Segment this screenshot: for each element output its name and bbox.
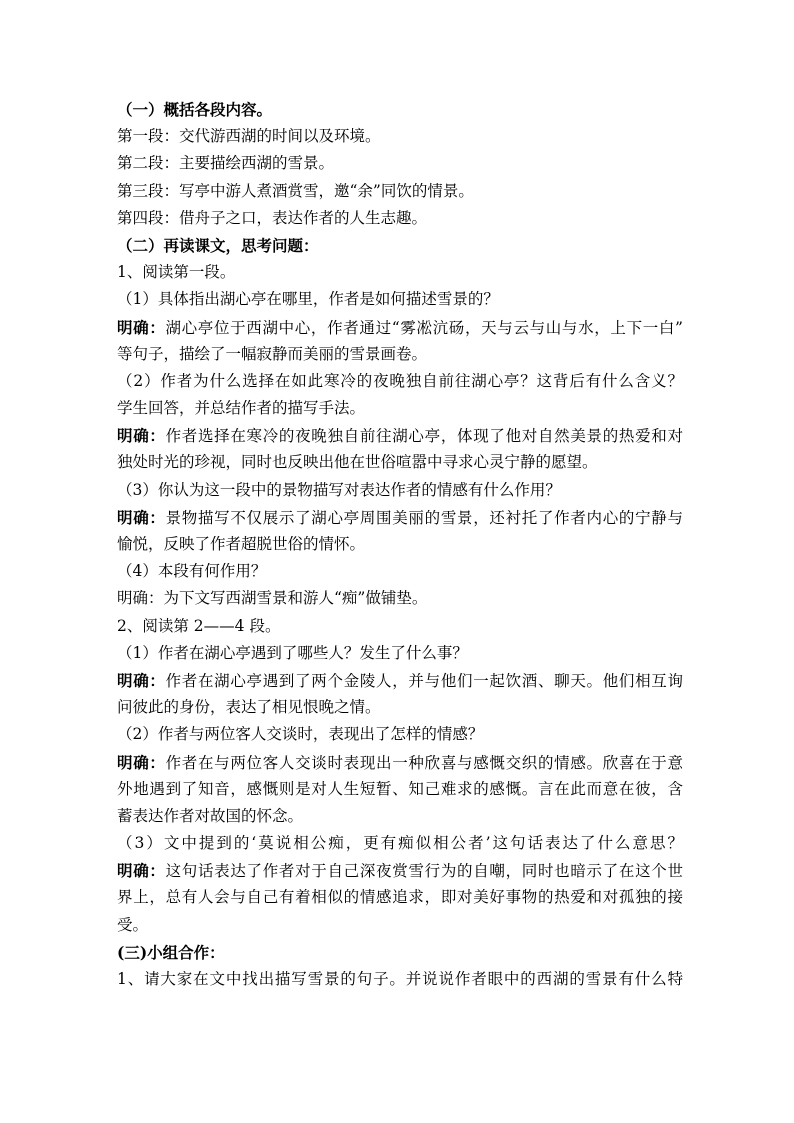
line-text: 这句话表达了作者对于自己深夜赏雪行为的自嘲，同时也暗示了在这个世 [165, 862, 683, 881]
answer-lead-label: 明确： [117, 670, 166, 690]
text-line [117, 232, 683, 259]
line-text: 作者在与两位客人交谈时表现出一种欣喜与感慨交织的情感。欣喜在于意 [165, 753, 683, 772]
line-text: 1、请大家在文中找出描写雪景的句子。并说说作者眼中的西湖的雪景有什么特 [117, 970, 683, 988]
text-line [117, 531, 683, 558]
text-line [117, 667, 683, 694]
text-line [117, 857, 683, 884]
line-text: 独处时光的珍视，同时也反映出他在世俗喧嚣中寻求心灵宁静的愿望。 [117, 453, 598, 472]
text-line [117, 884, 683, 911]
line-text: （4）本段有何作用？ [117, 562, 267, 581]
answer-lead-label: 明确： [117, 752, 166, 772]
line-text: 第四段：借舟子之口，表达作者的人生志趣。 [117, 208, 428, 227]
line-text: 湖心亭位于西湖中心，作者通过“雾凇沆砀，天与云与山与水，上下一白” [165, 318, 683, 337]
line-text: 作者选择在寒冷的夜晚独自前往湖心亭，体现了他对自然美景的热爱和对 [165, 427, 683, 446]
line-text: （2）作者为什么选择在如此寒冷的夜晚独自前往湖心亭？这背后有什么含义？ [117, 371, 683, 390]
text-line [117, 449, 683, 476]
text-line [117, 422, 683, 449]
line-text: 第一段：交代游西湖的时间以及环境。 [117, 127, 381, 146]
answer-lead-label: 明确： [117, 426, 166, 446]
line-text: （一）概括各段内容。 [117, 100, 273, 119]
line-text: （2）作者与两位客人交谈时，表现出了怎样的情感？ [117, 725, 484, 744]
line-text: （1）具体指出湖心亭在哪里，作者是如何描述雪景的？ [117, 290, 499, 309]
document-page [117, 96, 683, 993]
text-line [117, 314, 683, 341]
line-text: （1）作者在湖心亭遇到了哪些人？发生了什么事？ [117, 643, 468, 662]
text-line [117, 694, 683, 721]
text-line [117, 286, 683, 313]
line-text: （3）你认为这一段中的景物描写对表达作者的情感有什么作用？ [117, 480, 561, 499]
line-text: 学生回答，并总结作者的描写手法。 [117, 399, 366, 418]
line-text: 第二段：主要描绘西湖的雪景。 [117, 154, 335, 173]
text-line [117, 803, 683, 830]
text-line [117, 178, 683, 205]
text-line [117, 558, 683, 585]
text-line [117, 912, 683, 939]
line-text: 景物描写不仅展示了湖心亭周围美丽的雪景，还衬托了作者内心的宁静与 [165, 508, 683, 527]
text-line [117, 939, 683, 966]
line-text: 外地遇到了知音，感慨则是对人生短暂、知己难求的感慨。言在此而意在彼，含 [117, 779, 683, 798]
line-text: (三)小组合作： [117, 942, 225, 962]
line-text: 第三段：写亭中游人煮酒赏雪，邀“余”同饮的情景。 [117, 181, 474, 200]
line-text: 明确：为下文写西湖雪景和游人“痴”做铺垫。 [117, 589, 428, 608]
answer-lead-label: 明确： [117, 317, 166, 337]
text-line [117, 477, 683, 504]
line-text: 等句子，描绘了一幅寂静而美丽的雪景画卷。 [117, 344, 428, 363]
answer-lead-label: 明确： [117, 507, 166, 527]
text-line [117, 259, 683, 286]
text-line [117, 341, 683, 368]
line-text: （3）文中提到的‘莫说相公痴，更有痴似相公者’这句话表达了什么意思？ [117, 834, 683, 853]
text-line [117, 966, 683, 993]
text-line [117, 504, 683, 531]
line-text: （二）再读课文，思考问题： [117, 235, 319, 255]
line-text: 界上，总有人会与自己有着相似的情感追求，即对美好事物的热爱和对孤独的接 [117, 888, 683, 907]
text-line [117, 96, 683, 123]
text-line [117, 830, 683, 857]
line-text: 作者在湖心亭遇到了两个金陵人，并与他们一起饮酒、聊天。他们相互询 [165, 671, 683, 690]
text-line [117, 585, 683, 612]
text-line [117, 395, 683, 422]
text-line [117, 749, 683, 776]
text-line [117, 150, 683, 177]
line-text: 问彼此的身份，表达了相见恨晚之情。 [117, 698, 381, 717]
text-line [117, 640, 683, 667]
text-line [117, 776, 683, 803]
line-text: 蓄表达作者对故国的怀念。 [117, 806, 304, 825]
text-line [117, 205, 683, 232]
line-text: 2、阅读第 2——4 段。 [117, 616, 281, 635]
text-line [117, 613, 683, 640]
line-text: 愉悦，反映了作者超脱世俗的情怀。 [117, 535, 366, 553]
line-text: 受。 [117, 915, 149, 934]
text-line [117, 123, 683, 150]
answer-lead-label: 明确： [117, 861, 166, 881]
text-line [117, 368, 683, 395]
line-text: 1、阅读第一段。 [117, 263, 236, 282]
text-line [117, 721, 683, 748]
